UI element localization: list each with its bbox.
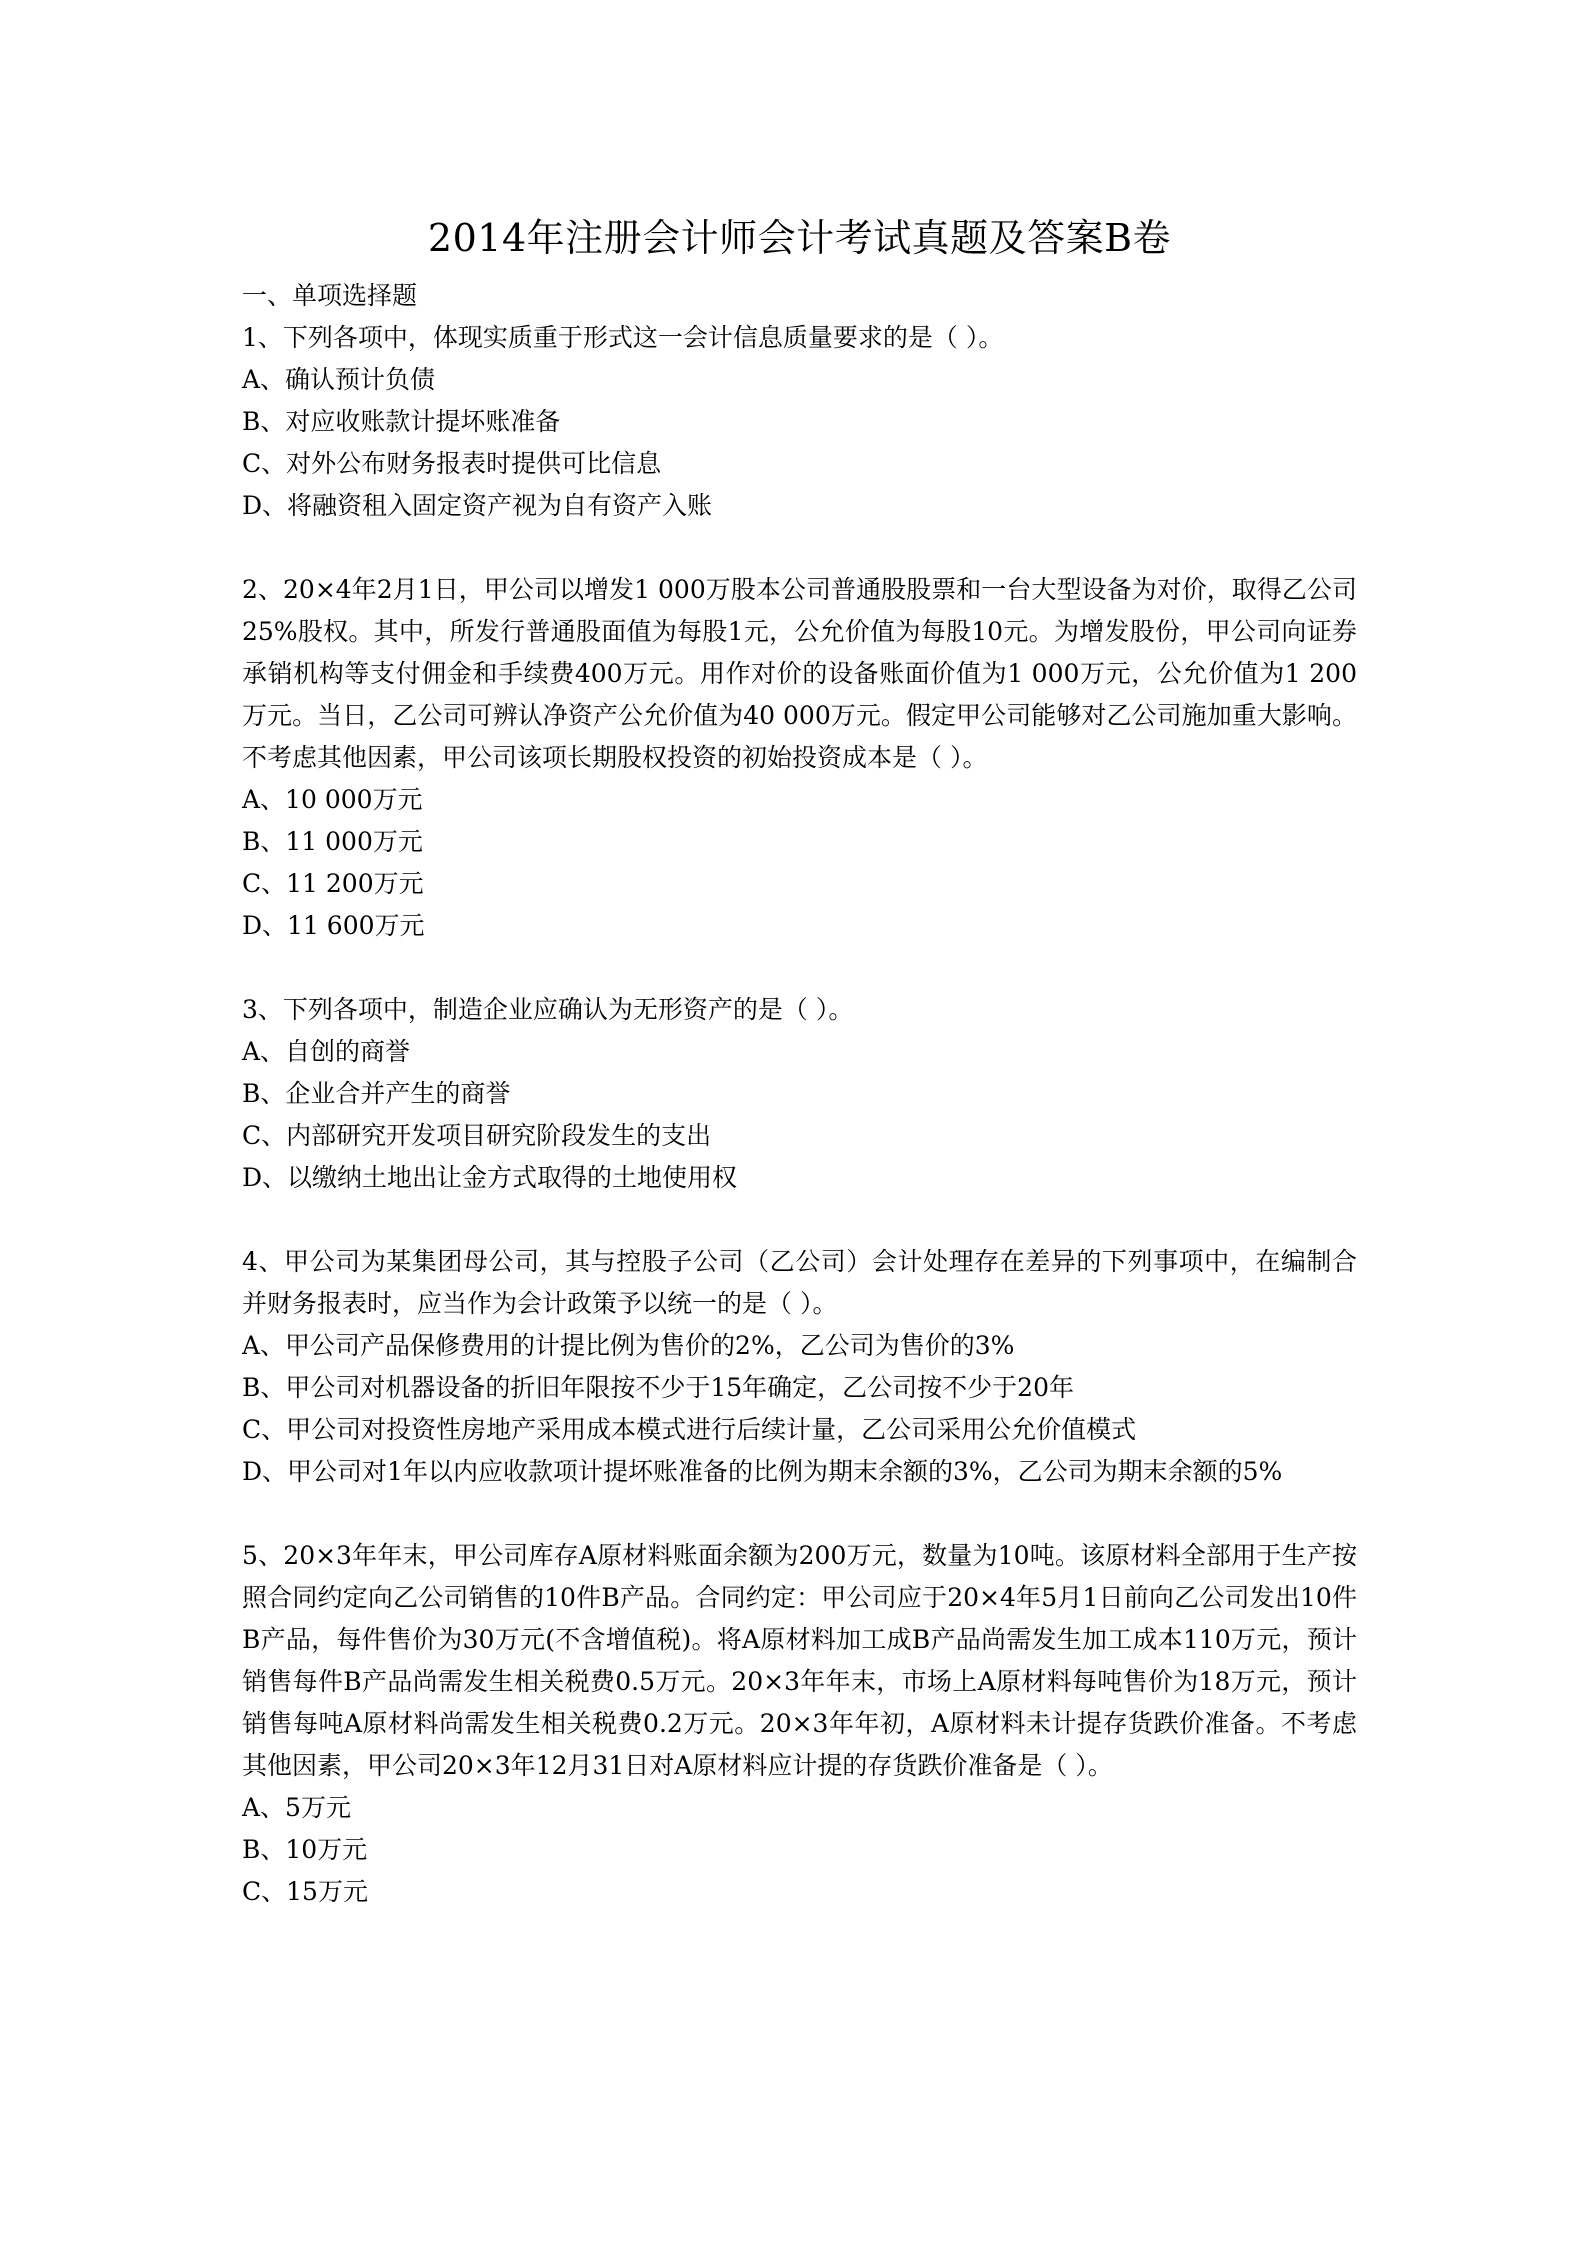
option-c: C、11 200万元 [242,869,424,898]
question-2 [242,569,1357,947]
document-content [242,205,1357,1913]
option-b: B、10万元 [242,1835,368,1864]
option-c: C、15万元 [242,1877,368,1906]
question-stem: 2、20×4年2月1日，甲公司以增发1 000万股本公司普通股股票和一台大型设备为对价，取得乙公司25%股权。其中，所发行普通股面值为每股1元，公允价值为每股10元。为增发股份，甲公司向证券承销机构等支付佣金和手续费400万元。用作对价的设备账面价值为1 000万元，公允价值为1 200万元。当日，乙公司可辨认净资产公允价值为40 000万元。假定甲公司能够对乙公司施加重大影响。不考虑其他因素，甲公司该项长期股权投资的初始投资成本是（ ）。 [242,575,1357,772]
option-a: A、10 000万元 [242,785,423,814]
option-b: B、企业合并产生的商誉 [242,1079,511,1108]
option-d: D、11 600万元 [242,911,425,940]
question-4 [242,1241,1357,1493]
question-1 [242,317,1357,527]
section-heading: 一、单项选择题 [242,281,418,310]
question-stem: 4、甲公司为某集团母公司，其与控股子公司（乙公司）会计处理存在差异的下列事项中，在编制合并财务报表时，应当作为会计政策予以统一的是（ ）。 [242,1247,1357,1318]
document-title: 2014年注册会计师会计考试真题及答案B卷 [427,216,1172,260]
option-a: A、5万元 [242,1793,351,1822]
option-a: A、自创的商誉 [242,1037,411,1066]
option-d: D、以缴纳土地出让金方式取得的土地使用权 [242,1163,738,1192]
option-a: A、甲公司产品保修费用的计提比例为售价的2%，乙公司为售价的3% [242,1331,1015,1360]
option-b: B、甲公司对机器设备的折旧年限按不少于15年确定，乙公司按不少于20年 [242,1373,1074,1402]
option-d: D、甲公司对1年以内应收款项计提坏账准备的比例为期末余额的3%，乙公司为期末余额的5% [242,1457,1283,1486]
question-stem: 5、20×3年年末，甲公司库存A原材料账面余额为200万元，数量为10吨。该原材料全部用于生产按照合同约定向乙公司销售的10件B产品。合同约定：甲公司应于20×4年5月1日前向乙公司发出10件B产品，每件售价为30万元(不含增值税)。将A原材料加工成B产品尚需发生加工成本110万元，预计销售每件B产品尚需发生相关税费0.5万元。20×3年年末，市场上A原材料每吨售价为18万元，预计销售每吨A原材料尚需发生相关税费0.2万元。20×3年年初，A原材料未计提存货跌价准备。不考虑其他因素，甲公司20×3年12月31日对A原材料应计提的存货跌价准备是（ ）。 [242,1541,1357,1780]
question-3 [242,989,1357,1199]
option-c: C、内部研究开发项目研究阶段发生的支出 [242,1121,712,1150]
question-5 [242,1535,1357,1913]
option-c: C、甲公司对投资性房地产采用成本模式进行后续计量，乙公司采用公允价值模式 [242,1415,1137,1444]
question-stem: 3、下列各项中，制造企业应确认为无形资产的是（ ）。 [242,995,854,1024]
option-b: B、对应收账款计提坏账准备 [242,407,561,436]
option-c: C、对外公布财务报表时提供可比信息 [242,449,662,478]
option-b: B、11 000万元 [242,827,423,856]
option-d: D、将融资租入固定资产视为自有资产入账 [242,491,713,520]
option-a: A、确认预计负债 [242,365,436,394]
question-stem: 1、下列各项中，体现实质重于形式这一会计信息质量要求的是（ ）。 [242,323,1004,352]
